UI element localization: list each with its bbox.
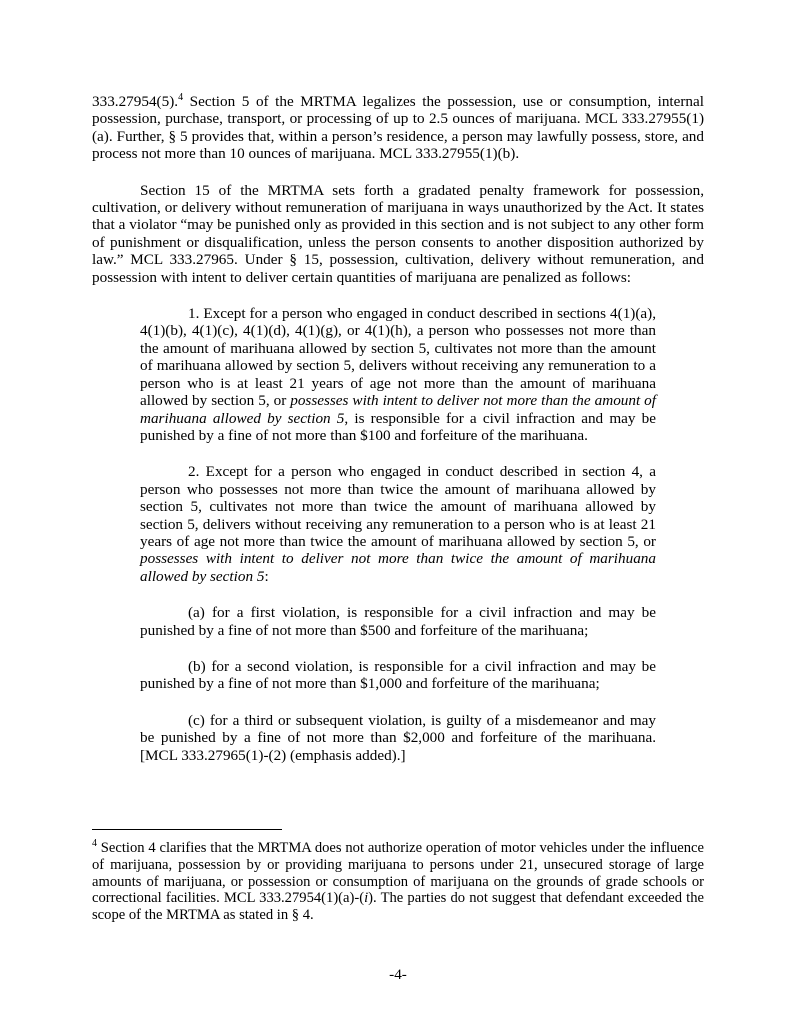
footnote-divider [92, 829, 282, 830]
emphasis-text: possesses with intent to deliver not more than twice the amount of marihuana allowed by section 5 [140, 550, 656, 585]
paragraph-section-15: Section 15 of the MRTMA sets forth a gradated penalty framework for possession, cultivation, or delivery without remuneration of marijuana in ways unauthorized by the Act. It states that a violator “may be punished only as provided in this section and is not subject to any other form of punishment or disqualification, unless the person consents to another disposition authorized by law.” MCL 333.27965. Under § 15, possession, cultivation, delivery without remuneration, and possession with intent to deliver certain quantities of marijuana are penalized as follows: [92, 181, 704, 286]
quote-item-1: 1. Except for a person who engaged in conduct described in sections 4(1)(a), 4(1)(b), 4(1)(c), 4(1)(d), 4(1)(g), or 4(1)(h), a person who possesses not more than the amount of marihuana allowed by section 5, cultivates not more than the amount of marihuana allowed by section 5, delivers without receiving any remuneration to a person who is at least 21 years of age not more than the amount of marihuana allowed by section 5, or possesses with intent to deliver not more than the amount of marihuana allowed by section 5, is responsible for a civil infraction and may be punished by a fine of not more than $100 and forfeiture of the marihuana. [140, 305, 656, 444]
quote-item-2: 2. Except for a person who engaged in conduct described in section 4, a person who possesses not more than twice the amount of marihuana allowed by section 5, cultivates not more than twice the amount of marihuana allowed by section 5, delivers without receiving any remuneration to a person who is at least 21 years of age not more than twice the amount of marihuana allowed by section 5, or possesses with intent to deliver not more than twice the amount of marihuana allowed by section 5: [140, 463, 656, 585]
paragraph-text: Section 5 of the MRTMA legalizes the possession, use or consumption, internal possession, purchase, transport, or processing of up to 2.5 ounces of marijuana. MCL 333.27955(1)(a). Further, § 5 provides that, within a person’s residence, a person may lawfully possess, store, and process not more than 10 ounces of marijuana. MCL 333.27955(1)(b). [92, 93, 704, 163]
block-quote [140, 305, 656, 764]
page-number: -4- [389, 966, 407, 983]
footnote-ref-4[interactable]: 4 [178, 92, 184, 103]
footnote-4 [92, 840, 704, 924]
paragraph-section-5 [92, 93, 704, 163]
document-body [92, 93, 704, 764]
emphasis-text: possesses with intent to deliver not more than the amount of marihuana allowed by section 5 [140, 392, 656, 427]
citation-text: 333.27954(5). [92, 93, 179, 110]
quote-subitem-c: (c) for a third or subsequent violation, is guilty of a misdemeanor and may be punished by a fine of not more than $2,000 and forfeiture of the marihuana. [MCL 333.27965(1)-(2) (emphasis added).] [140, 711, 656, 764]
quote-subitem-b: (b) for a second violation, is responsible for a civil infraction and may be punished by a fine of not more than $1,000 and forfeiture of the marihuana; [140, 657, 656, 693]
footnote-number: 4 [92, 838, 97, 849]
footnote-text: $^4$ Section 4 clarifies that the MRTMA does not authorize operation of motor vehicles under the influence of marijuana, possession by or providing marijuana to persons under 21, unsecured storage of large amounts of marijuana, or possession or consumption of marijuana on the grounds of grade schools or correctional facilities. MCL 333.27954(1)(a)-(i). The parties do not suggest that defendant exceeded the scope of the MRTMA as stated in § 4. [92, 838, 705, 924]
quote-subitem-a: (a) for a first violation, is responsible for a civil infraction and may be punished by a fine of not more than $500 and forfeiture of the marihuana; [140, 604, 656, 639]
